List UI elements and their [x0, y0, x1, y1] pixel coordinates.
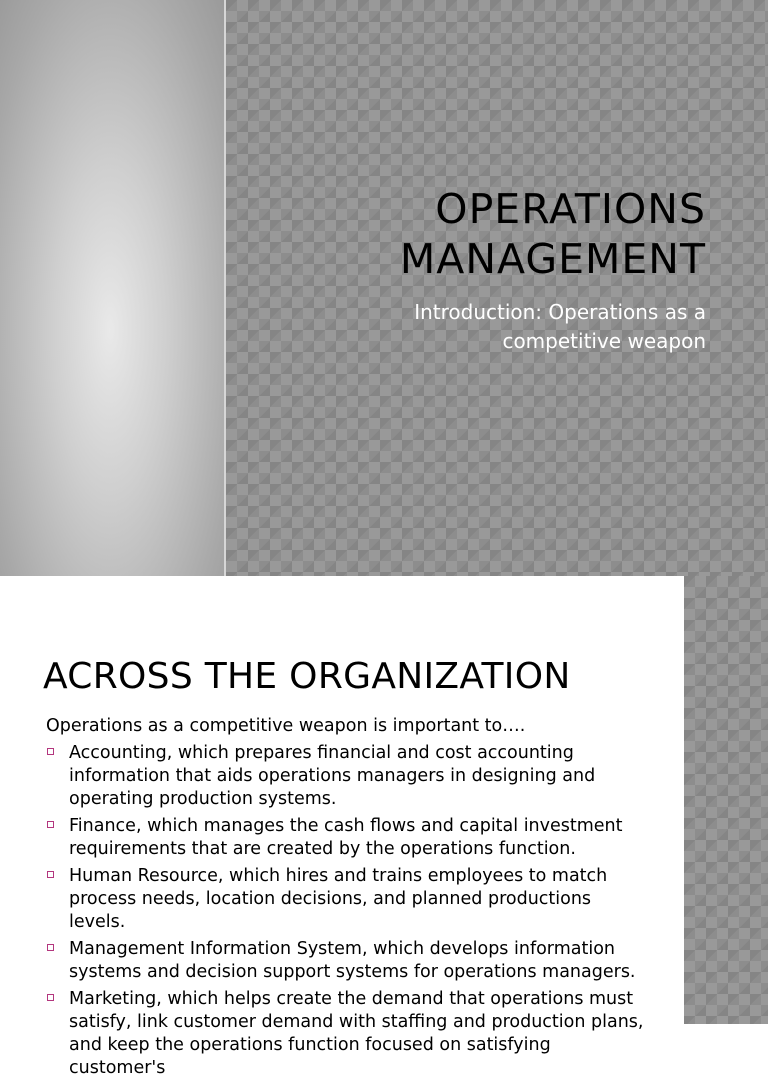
square-bullet-icon	[47, 871, 54, 878]
slide-subtitle-line-2: competitive weapon	[502, 329, 706, 353]
content-slide-intro: Operations as a competitive weapon is important to….	[46, 716, 526, 736]
bullet-text: Finance, which manages the cash flows and capital investment requirements that are created by the operations function.	[69, 816, 623, 859]
bullet-item-accounting	[46, 742, 646, 811]
content-slide-title: ACROSS THE ORGANIZATION	[43, 656, 571, 697]
square-bullet-icon	[47, 994, 54, 1001]
bullet-text: Management Information System, which develops information systems and decision support systems for operations managers.	[69, 939, 636, 982]
bullet-item-human-resource	[46, 865, 646, 934]
bullet-item-marketing	[46, 988, 646, 1080]
bullet-item-mis	[46, 938, 646, 984]
bullet-text: Marketing, which helps create the demand that operations must satisfy, link customer demand with staffing and production plans, and keep the operations function focused on satisfying customer's	[69, 989, 644, 1078]
slide-title-line-2: MANAGEMENT	[399, 235, 706, 283]
content-slide-pattern-strip	[684, 576, 768, 1024]
bullet-text: Accounting, which prepares financial and cost accounting information that aids operations managers in designing and operating production systems.	[69, 743, 596, 809]
slide-title	[400, 184, 706, 284]
title-slide-pattern-panel	[226, 0, 768, 576]
slide-title-line-1: OPERATIONS	[435, 185, 706, 233]
square-bullet-icon	[47, 944, 54, 951]
slide-subtitle-line-1: Introduction: Operations as a	[414, 300, 706, 324]
bullet-item-finance	[46, 815, 646, 861]
square-bullet-icon	[47, 748, 54, 755]
title-slide-left-panel	[0, 0, 224, 576]
content-slide	[0, 576, 768, 1078]
slide-subtitle	[346, 298, 706, 356]
bullet-list	[46, 742, 646, 1084]
square-bullet-icon	[47, 821, 54, 828]
bullet-text: Human Resource, which hires and trains employees to match process needs, location decisions, and planned productions levels.	[69, 866, 608, 932]
